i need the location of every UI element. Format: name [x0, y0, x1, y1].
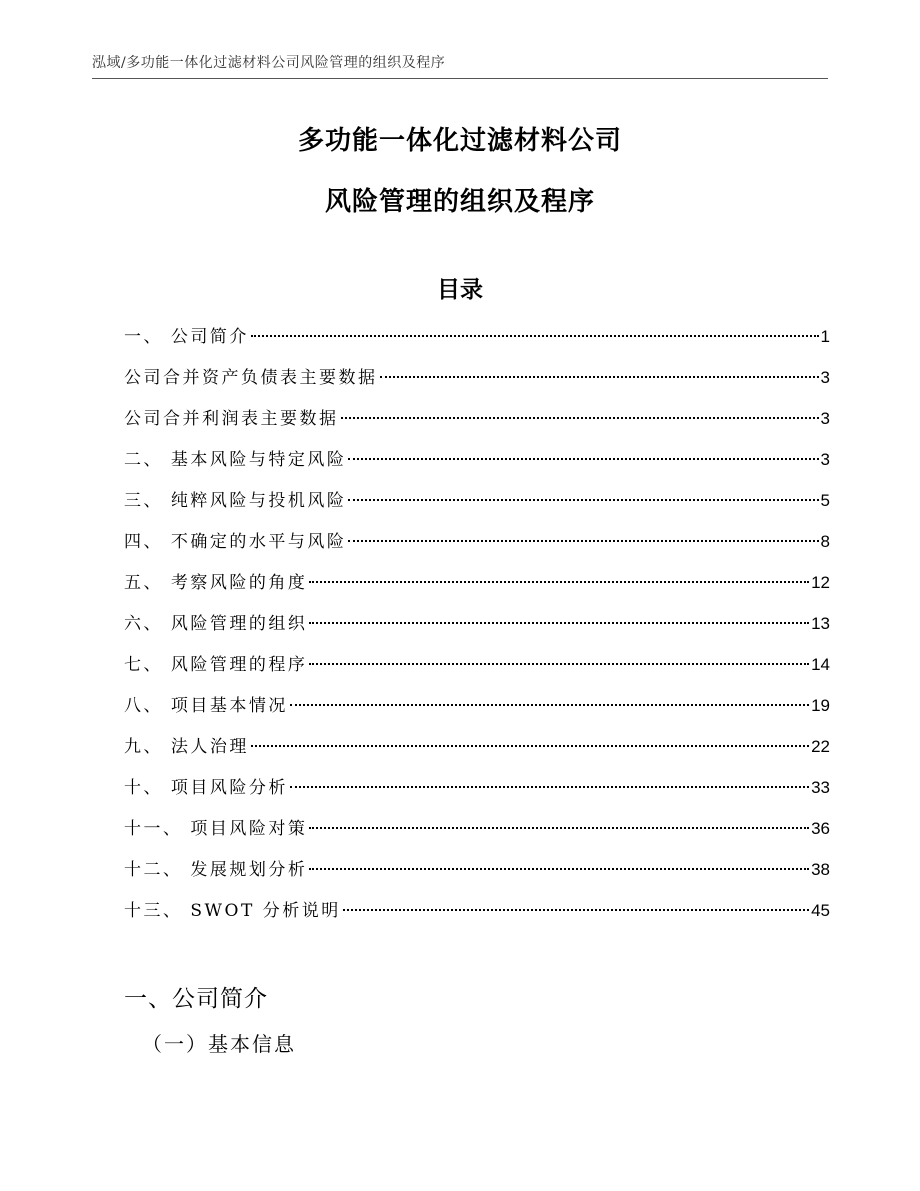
toc-entry-page: 5 [820, 491, 830, 510]
toc-entry-label: 一、 公司简介 [124, 327, 249, 347]
toc-entry[interactable] [124, 814, 830, 855]
toc-entry-page: 12 [811, 573, 830, 592]
table-of-contents [124, 322, 830, 937]
document-title-line-1: 多功能一体化过滤材料公司 [297, 126, 622, 156]
toc-entry-page: 19 [811, 696, 830, 715]
toc-entry-label: 十、 项目风险分析 [124, 778, 288, 798]
toc-entry-page: 13 [811, 614, 830, 633]
running-header: 泓域/多功能一体化过滤材料公司风险管理的组织及程序 [92, 55, 446, 71]
header-divider [92, 78, 828, 79]
toc-entry-label: 九、 法人治理 [124, 737, 249, 757]
toc-entry[interactable] [124, 322, 830, 363]
toc-entry[interactable] [124, 363, 830, 404]
toc-entry[interactable] [124, 773, 830, 814]
toc-entry[interactable] [124, 568, 830, 609]
toc-entry-label: 四、 不确定的水平与风险 [124, 532, 347, 552]
toc-entry-label: 公司合并利润表主要数据 [124, 409, 339, 429]
toc-leader-dots [309, 868, 809, 870]
toc-leader-dots [348, 540, 818, 542]
toc-entry-page: 3 [820, 409, 830, 428]
toc-entry-page: 3 [820, 450, 830, 469]
toc-entry[interactable] [124, 445, 830, 486]
toc-entry-label: 二、 基本风险与特定风险 [124, 450, 347, 470]
toc-entry-page: 14 [811, 655, 830, 674]
document-title-line-2: 风险管理的组织及程序 [324, 187, 595, 217]
toc-entry-label: 七、 风险管理的程序 [124, 655, 308, 675]
toc-entry[interactable] [124, 650, 830, 691]
toc-entry-page: 3 [820, 368, 830, 387]
toc-leader-dots [309, 663, 809, 665]
toc-entry-page: 38 [811, 860, 830, 879]
toc-entry-page: 45 [811, 901, 830, 920]
toc-leader-dots [309, 622, 809, 624]
toc-entry-label: 十二、 发展规划分析 [124, 860, 308, 880]
toc-leader-dots [251, 335, 819, 337]
toc-leader-dots [348, 458, 818, 460]
toc-entry-page: 36 [811, 819, 830, 838]
toc-leader-dots [290, 786, 809, 788]
toc-entry[interactable] [124, 691, 830, 732]
toc-entry-page: 22 [811, 737, 830, 756]
toc-leader-dots [341, 417, 819, 419]
toc-entry[interactable] [124, 486, 830, 527]
toc-entry-label: 十三、 SWOT 分析说明 [124, 901, 341, 921]
toc-entry-label: 十一、 项目风险对策 [124, 819, 308, 839]
toc-entry-label: 五、 考察风险的角度 [124, 573, 308, 593]
toc-entry[interactable] [124, 404, 830, 445]
toc-entry[interactable] [124, 896, 830, 937]
toc-leader-dots [251, 745, 809, 747]
toc-entry-label: 公司合并资产负债表主要数据 [124, 368, 378, 388]
toc-entry[interactable] [124, 527, 830, 568]
toc-entry-label: 八、 项目基本情况 [124, 696, 288, 716]
toc-heading: 目录 [437, 277, 483, 303]
toc-entry-label: 三、 纯粹风险与投机风险 [124, 491, 347, 511]
toc-leader-dots [348, 499, 818, 501]
toc-leader-dots [343, 909, 809, 911]
toc-entry-label: 六、 风险管理的组织 [124, 614, 308, 634]
toc-entry[interactable] [124, 855, 830, 896]
toc-leader-dots [290, 704, 809, 706]
toc-entry-page: 1 [820, 327, 830, 346]
subsection-heading: （一）基本信息 [142, 1032, 296, 1056]
toc-leader-dots [309, 827, 809, 829]
toc-leader-dots [309, 581, 809, 583]
section-heading: 一、公司简介 [124, 986, 268, 1012]
toc-leader-dots [380, 376, 819, 378]
toc-entry-page: 8 [820, 532, 830, 551]
toc-entry[interactable] [124, 732, 830, 773]
toc-entry-page: 33 [811, 778, 830, 797]
toc-entry[interactable] [124, 609, 830, 650]
